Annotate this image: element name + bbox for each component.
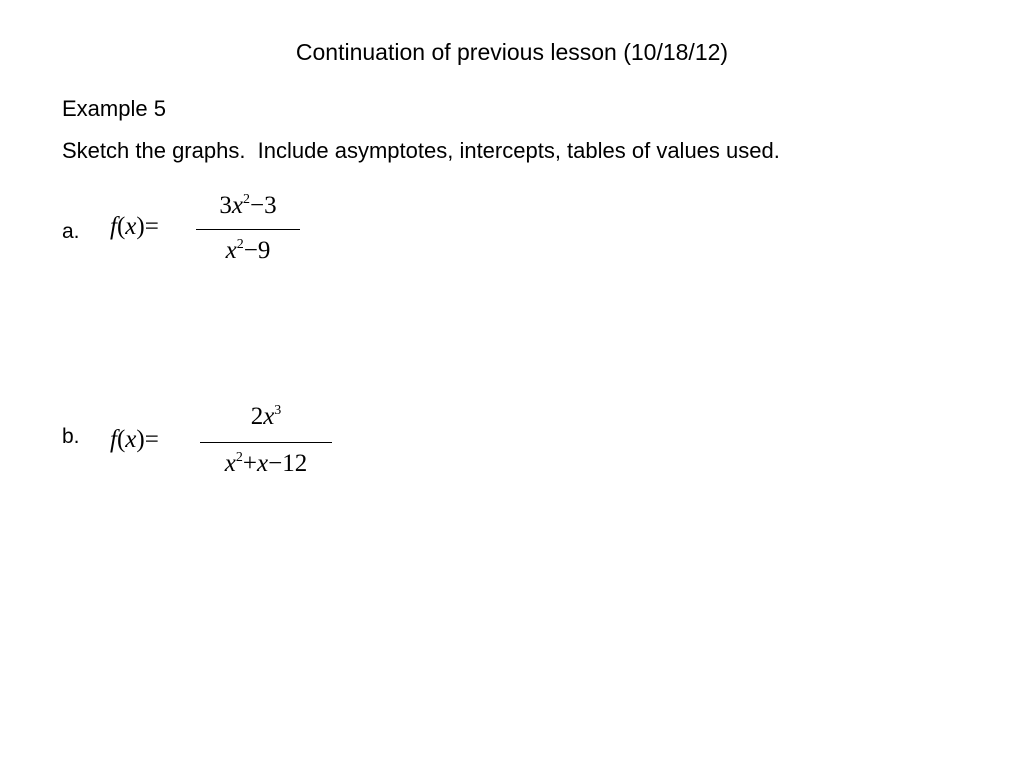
formula-b-fraction	[200, 398, 332, 486]
formula-b-denominator: $x^2+x-12$	[224, 450, 308, 477]
formula-a-fraction-bar	[196, 229, 300, 230]
formula-b	[110, 398, 340, 486]
formula-b-fraction-bar	[200, 442, 332, 443]
formula-a	[110, 190, 300, 270]
item-label-a: a.	[62, 220, 80, 243]
formula-a-lhs: f(x)=	[110, 213, 159, 240]
formula-a-numerator: $3x^2-3$	[219, 192, 277, 219]
slide-title: Continuation of previous lesson (10/18/12)	[295, 39, 729, 65]
example-heading: Example 5	[62, 96, 166, 121]
formula-a-denominator: $x^2-9$	[225, 237, 271, 264]
instructions-text: Sketch the graphs. Include asymptotes, intercepts, tables of values used.	[62, 138, 780, 163]
formula-b-numerator: $2x^3$	[250, 403, 282, 430]
formula-a-fraction	[196, 190, 300, 270]
item-label-b: b.	[62, 425, 80, 448]
formula-b-lhs: f(x)=	[110, 426, 159, 453]
